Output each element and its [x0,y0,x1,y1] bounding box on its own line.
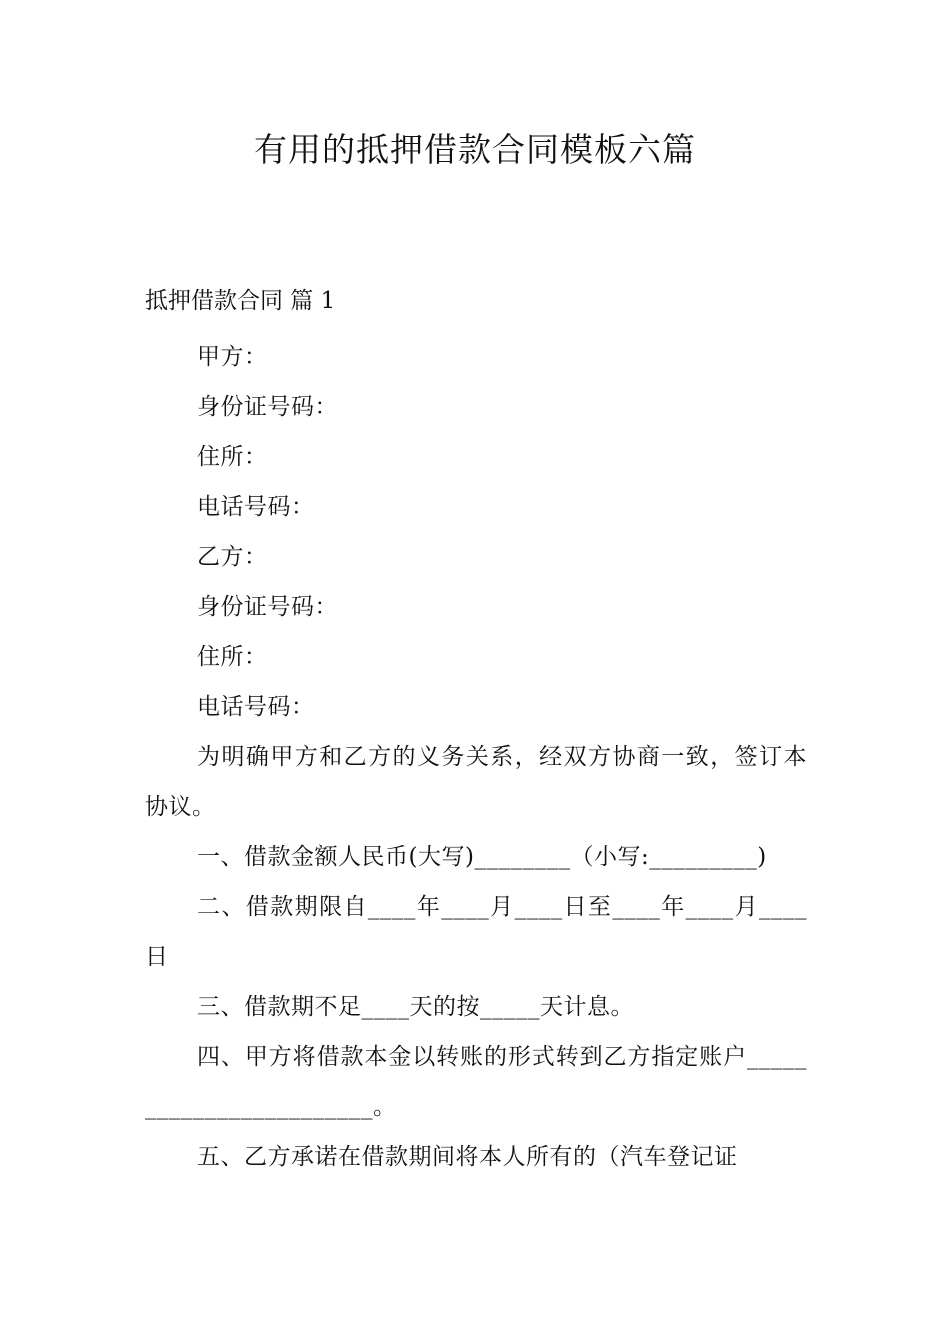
clause-loan-term: 二、借款期限自____年____月____日至____年____月____日 [145,894,807,970]
document-body [145,282,807,1182]
party-b-id-number-label: 身份证号码： [197,594,338,620]
party-b-label: 乙方： [197,544,268,570]
agreement-intro-paragraph: 为明确甲方和乙方的义务关系，经双方协商一致，签订本协议。 [145,744,807,820]
party-a-id-number-label: 身份证号码： [197,394,338,420]
section-heading: 抵押借款合同 篇 1 [145,288,336,314]
party-b-phone-label: 电话号码： [197,694,315,720]
clause-transfer-account: 四、甲方将借款本金以转账的形式转到乙方指定账户________________________。 [145,1044,807,1120]
clause-collateral: 五、乙方承诺在借款期间将本人所有的（汽车登记证 [197,1144,738,1170]
clause-loan-amount: 一、借款金额人民币(大写)________（小写:_________) [197,844,767,870]
party-a-phone-label: 电话号码： [197,494,315,520]
clause-interest-days: 三、借款期不足____天的按_____天计息。 [197,994,634,1020]
party-b-address-label: 住所： [197,644,268,670]
party-a-address-label: 住所： [197,444,268,470]
document-title: 有用的抵押借款合同模板六篇 [254,130,696,169]
party-a-label: 甲方： [197,344,268,370]
